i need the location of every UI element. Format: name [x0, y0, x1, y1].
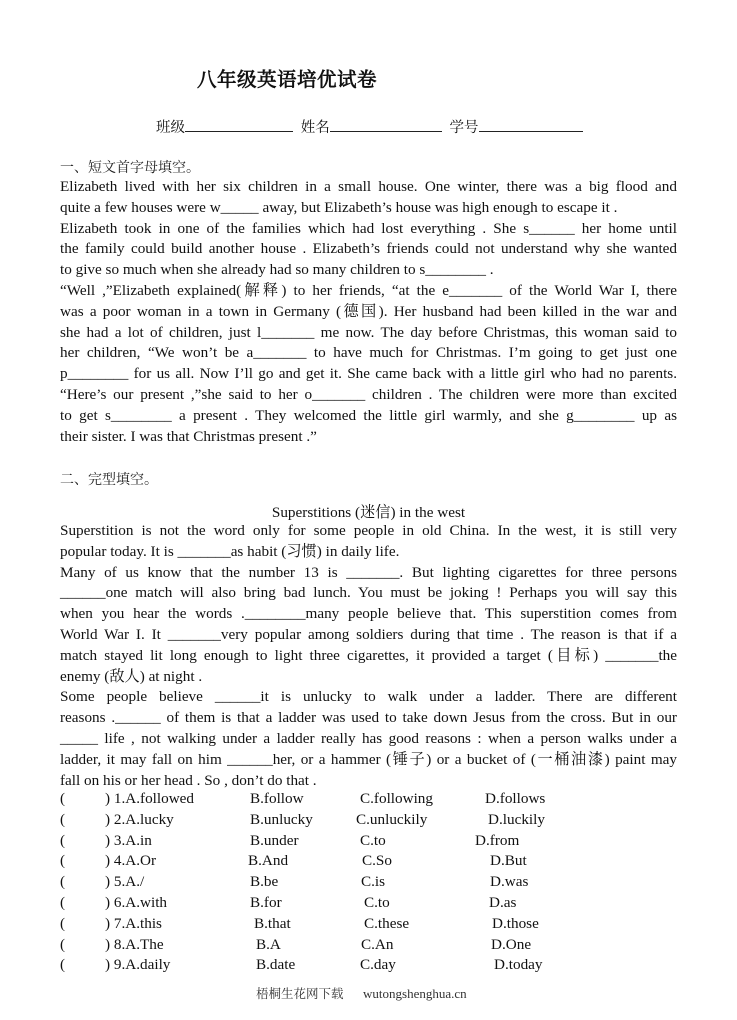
passage-line: Elizabeth took in one of the families which had lost everything . She s______ her home until: [60, 219, 677, 237]
id-field[interactable]: [479, 117, 583, 132]
answer-blank[interactable]: (: [60, 790, 66, 807]
passage-line: _____ life , not walking under a ladder really has good reasons : when a person walks under a: [60, 729, 677, 747]
passage-line: Superstition is not the word only for some people in old China. In the west, it is still very: [60, 522, 677, 539]
answer-blank[interactable]: (: [60, 810, 66, 828]
footer-source-url: wutongshenghua.cn: [363, 986, 467, 1001]
footer: [256, 984, 467, 1002]
answer-blank[interactable]: (: [60, 852, 66, 870]
passage-line: her children, “We won’t be a_______ to have much for Christmas. I’m going to get just one: [60, 344, 677, 362]
answer-blank[interactable]: (: [60, 831, 66, 849]
option-d: D.as: [489, 893, 517, 911]
option-a: ) 9.A.daily: [105, 956, 171, 974]
option-d: D.But: [490, 852, 527, 870]
option-a: ) 8.A.The: [105, 935, 164, 953]
passage-line: Elizabeth lived with her six children in a small house. One winter, there was a big flood and: [60, 178, 677, 195]
option-d: D.was: [490, 873, 529, 891]
name-field[interactable]: [330, 117, 442, 132]
passage-line: their sister. I was that Christmas present .”: [60, 427, 317, 445]
id-label: 学号: [449, 120, 479, 136]
option-d: D.from: [475, 831, 520, 849]
passage-line: popular today. It is _______as habit (习惯) in daily life.: [60, 542, 400, 560]
class-field[interactable]: [185, 117, 293, 132]
section1-heading: 一、短文首字母填空。: [60, 160, 200, 176]
passage-line: was a poor woman in a town in Germany (德国). Her husband had been killed in the war and: [60, 302, 677, 320]
option-c: C.day: [360, 956, 396, 974]
option-c: C.to: [360, 831, 386, 849]
passage-line: “Here’s our present ,”she said to her o_______ children . The children were more than excited: [60, 385, 677, 403]
option-a: ) 6.A.with: [105, 893, 168, 911]
name-label: 姓名: [300, 120, 330, 136]
option-a: ) 1.A.followed: [105, 790, 194, 807]
passage-line: ______one match will also bring bad lunch. You must be joking ! Perhaps you will say this: [60, 584, 677, 602]
option-b: B.under: [250, 831, 299, 849]
passage-line: she had a lot of children, just l_______ me now. The day before Christmas, this woman said to: [60, 323, 677, 341]
section2-passage: [60, 521, 677, 791]
option-b: B.date: [256, 956, 296, 974]
answer-blank[interactable]: (: [60, 893, 66, 911]
option-a: ) 2.A.lucky: [105, 810, 174, 828]
option-a: ) 3.A.in: [105, 831, 152, 849]
option-d: D.today: [494, 956, 543, 974]
option-b: B.for: [250, 893, 282, 911]
option-c: C.these: [364, 914, 410, 932]
option-a: ) 4.A.Or: [105, 852, 157, 870]
option-a: ) 7.A.this: [105, 914, 162, 932]
option-b: B.A: [256, 935, 281, 953]
passage-subtitle: Superstitions (迷信) in the west: [271, 504, 466, 521]
option-c: C.following: [360, 790, 433, 807]
option-d: D.luckily: [488, 810, 545, 828]
option-b: B.that: [254, 914, 291, 932]
option-c: C.unluckily: [356, 810, 428, 828]
option-a: ) 5.A./: [105, 873, 145, 891]
option-b: B.be: [250, 873, 279, 891]
passage-line: World War I. It _______very popular among soldiers during that time . The reason is that if a: [60, 625, 677, 643]
option-c: C.is: [361, 873, 386, 891]
answer-blank[interactable]: (: [60, 873, 66, 891]
option-b: B.unlucky: [250, 810, 313, 828]
option-d: D.follows: [485, 790, 546, 807]
class-label: 班级: [156, 120, 185, 136]
passage-line: ladder, it may fall on him ______her, or a hammer (锤子) or a bucket of (一桶油漆) paint may: [60, 750, 677, 768]
passage-line: to give so much when she already had so many children to s________ .: [60, 261, 494, 279]
passage-line: to get s________ a present . They welcomed the little girl warmly, and she g________ up as: [60, 406, 677, 424]
passage-line: p________ for us all. Now I’ll go and get it. She came back with a little girl who had no parents.: [60, 365, 677, 383]
option-b: B.And: [248, 852, 289, 870]
page-title: 八年级英语培优试卷: [197, 68, 378, 91]
option-d: D.One: [491, 935, 532, 953]
section1-passage: [60, 177, 677, 447]
passage-line: Some people believe ______it is unlucky to walk under a ladder. There are different: [60, 688, 677, 706]
option-c: C.to: [364, 893, 390, 911]
passage-line: “Well ,”Elizabeth explained(解释) to her friends, “at the e_______ of the World War I, there: [60, 281, 677, 299]
passage-line: enemy (敌人) at night .: [60, 667, 203, 685]
answer-blank[interactable]: (: [60, 935, 66, 953]
option-c: C.An: [361, 935, 394, 953]
passage-line: reasons .______ of them is that a ladder was used to take down Jesus from the cross. But in our: [60, 709, 677, 727]
answer-blank[interactable]: (: [60, 914, 66, 932]
option-c: C.So: [362, 852, 392, 870]
option-d: D.those: [492, 914, 539, 932]
passage-line: Many of us know that the number 13 is _______. But lighting cigarettes for three persons: [60, 563, 677, 581]
answer-blank[interactable]: (: [60, 956, 66, 974]
section2-heading: 二、完型填空。: [60, 472, 158, 488]
option-b: B.follow: [250, 790, 304, 807]
passage-line: match stayed lit long enough to light three cigarettes, it provided a target (目标) _______the: [60, 646, 677, 664]
passage-line: when you hear the words .________many people believe that. This superstition comes from: [60, 605, 677, 623]
passage-line: fall on his or her head . So , don’t do that .: [60, 771, 317, 789]
passage-line: the family could build another house . Elizabeth’s friends could not understand why she wanted: [60, 240, 677, 258]
footer-source-cn: 梧桐生花网下载: [256, 986, 344, 1001]
student-info-row: [156, 116, 583, 137]
passage-line: quite a few houses were w_____ away, but Elizabeth’s house was high enough to escape it .: [60, 198, 618, 216]
